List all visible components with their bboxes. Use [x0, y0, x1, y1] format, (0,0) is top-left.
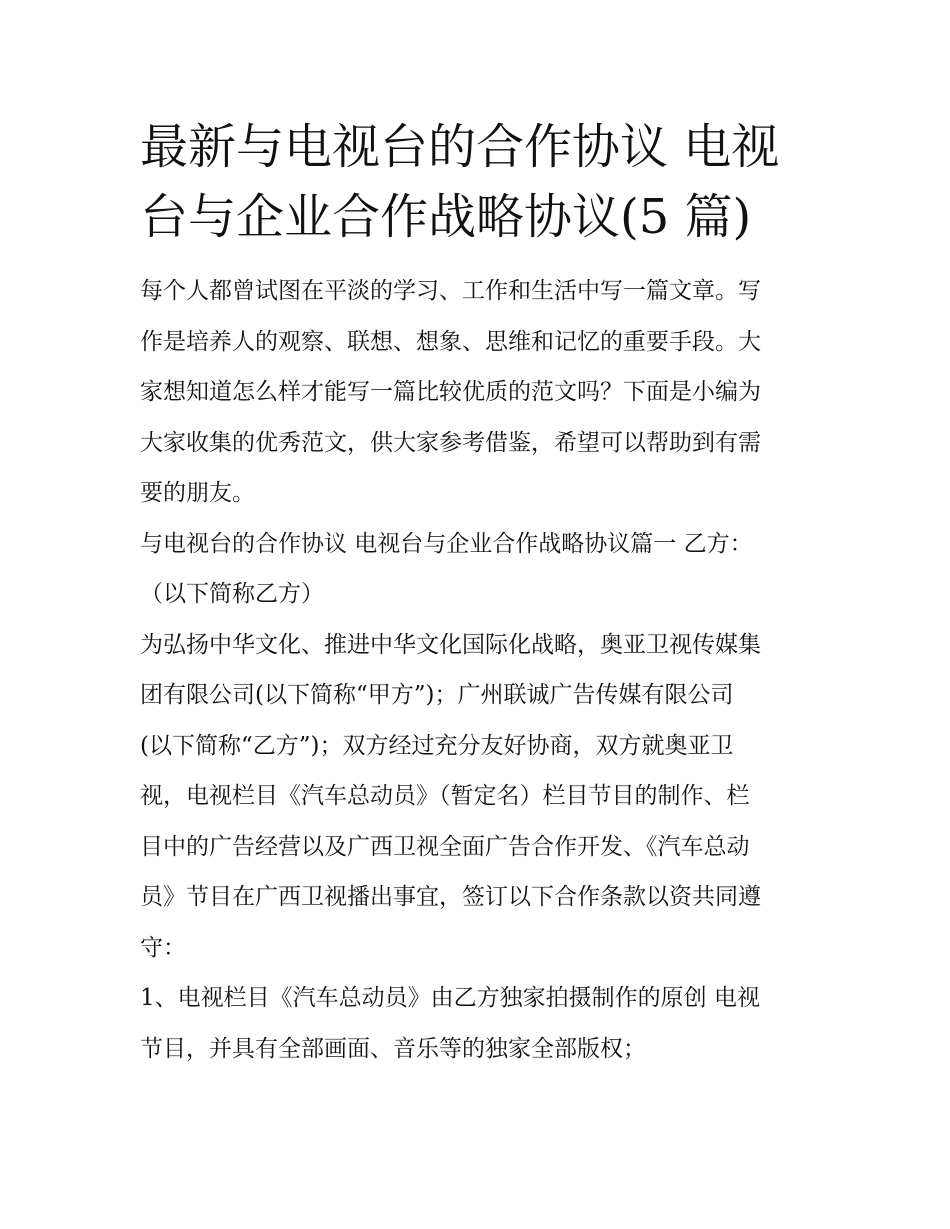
agreement-line-5: 目中的广告经营以及广西卫视全面广告合作开发、《汽车总动	[140, 833, 750, 860]
clause-1-line-2: 节目，并具有全部画面、音乐等的独家全部版权；	[140, 1035, 646, 1062]
agreement-line-6: 员》节目在广西卫视播出事宜，签订以下合作条款以资共同遵	[140, 884, 761, 910]
clause-1-paragraph	[140, 973, 815, 1074]
agreement-line-4: 视，电视栏目《汽车总动员》（暂定名）栏目节目的制作、栏	[140, 783, 750, 809]
document-content	[140, 112, 815, 1074]
section-heading-line-2: （以下简称乙方）	[140, 581, 324, 607]
document-title	[140, 112, 815, 252]
intro-line-2: 作是培养人的观察、联想、想象、思维和记忆的重要手段。大	[140, 328, 761, 355]
intro-paragraph	[140, 266, 815, 519]
intro-line-4: 大家收集的优秀范文，供大家参考借鉴，希望可以帮助到有需	[140, 429, 761, 456]
intro-line-1: 每个人都曾试图在平淡的学习、工作和生活中写一篇文章。写	[140, 278, 761, 304]
title-line-2: 台与企业合作战略协议(5 篇)	[140, 189, 752, 245]
section-heading	[140, 519, 815, 620]
clause-1-line-1: 1、电视栏目《汽车总动员》由乙方独家拍摄制作的原创 电视	[140, 985, 760, 1011]
agreement-line-2: 团有限公司(以下简称“甲方”)；广州联诚广告传媒有限公司	[140, 682, 734, 708]
intro-line-3: 家想知道怎么样才能写一篇比较优质的范文吗？下面是小编为	[140, 379, 761, 405]
intro-line-5: 要的朋友。	[140, 480, 255, 506]
agreement-intro-paragraph	[140, 620, 815, 974]
agreement-line-7: 守：	[140, 934, 186, 961]
agreement-line-1: 为弘扬中华文化、推进中华文化国际化战略，奥亚卫视传媒集	[140, 631, 761, 658]
agreement-line-3: (以下简称“乙方”)；双方经过充分友好协商，双方就奥亚卫	[140, 732, 734, 759]
title-line-1: 最新与电视台的合作协议 电视	[140, 119, 780, 175]
section-heading-line-1: 与电视台的合作协议 电视台与企业合作战略协议篇一 乙方：	[140, 530, 753, 557]
